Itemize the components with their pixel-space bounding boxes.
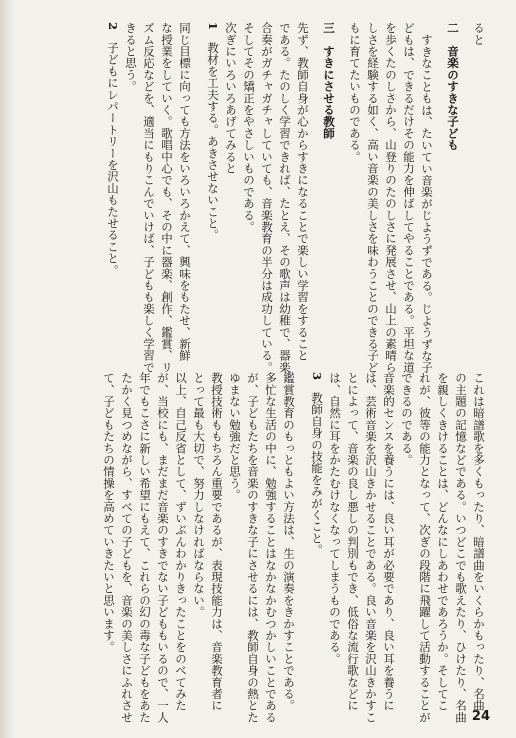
item-number: 3 xyxy=(310,372,324,381)
paragraph-line: は、自然に耳をかたむけなくなってしまうものである。 xyxy=(328,372,342,665)
paragraph-line: 音楽的センスを養うには、良い耳が必要であり、良い耳を養うに xyxy=(382,372,396,712)
paragraph-line: たかく見つめながら、すべての子どもを、音楽の美しさにふれさせ xyxy=(120,372,134,723)
paragraph-line: 教授技術ももちろん重要であるが、表現技能力は、音楽教育者に xyxy=(210,372,224,712)
item-text: 教材を工夫する。あきさせないこと。 xyxy=(206,41,220,241)
paragraph-line: ズム反応などを、適当にもりこんでいけば、子どもも楽しく学習で xyxy=(142,22,156,373)
paragraph-line: どもは、できるだけその能力を伸ばしてやることである。平坦な道 xyxy=(402,22,416,373)
paragraph-line: れが、彼等の能力となって、次ぎの段階に飛躍して活動することが xyxy=(418,372,432,723)
paragraph-line: が、当校にも、まだまだ音楽のすきでない子どももいるので、一人 xyxy=(156,372,170,723)
paragraph-line: 同じ目標に向っても方法をいろいろかえて、興味をもたせ、新鮮 xyxy=(178,22,192,362)
paragraph-line: である。たのしく学習できれば、たとえ、その歌声は幼稚で、器楽 xyxy=(278,22,292,373)
paragraph-line: て、子どもたちの情操を高めていきたいと思います。 xyxy=(102,372,116,653)
paragraph-line: 鑑賞教育のもっともよい方法は、生の演奏をきかすことである。 xyxy=(282,372,296,712)
paragraph-line: すきなこともは、たいてい音楽がじようずである。じようずな子 xyxy=(420,33,434,373)
page-number: 24 xyxy=(471,709,490,724)
paragraph-line: しさを経験する如く、高い音楽の美しさを味わうことのできる子ど xyxy=(366,22,380,373)
paragraph-line: ゆまない勉強だと思う。 xyxy=(228,372,242,501)
paragraph-line: 多忙な生活の中に、勉強することはなかなかむつかしいことである xyxy=(264,372,278,723)
section-3-heading: 三 すきにさせる教師 xyxy=(322,22,336,139)
paragraph-line: きると思う。 xyxy=(124,22,138,93)
paragraph-line: が、子どもたちを音楽のすきな子にさせるには、教師自身の熱とた xyxy=(246,372,260,723)
item-text: 教師自身の技能をみがくこと。 xyxy=(310,391,324,556)
paragraph-line: とって最も大切で、努力しなければならない。 xyxy=(192,372,206,618)
paragraph-line: できるのである。 xyxy=(400,372,414,466)
paragraph-line: は、芸術音楽を沢山きかせることである。良い音楽を沢山きかすこ xyxy=(364,372,378,723)
paragraph-line: とによって、音楽の良し悪しの判別もでき、低俗な流行歌などに xyxy=(346,372,360,712)
section-2-heading: 二 音楽のすきな子ども xyxy=(446,22,460,151)
paragraph-line: を歩くたのしさから、山登りのたのしさに発展させ、山上の素晴ら xyxy=(384,22,398,373)
carry-over-text: ると xyxy=(472,22,486,46)
list-item-1 xyxy=(204,22,222,342)
paragraph-line: もに育てたいものである。 xyxy=(348,22,362,163)
paragraph-line: これは暗譜歌を多くもったり、暗譜曲をいくらかもったり、名曲 xyxy=(472,372,486,712)
item-number: 2 xyxy=(106,22,120,31)
paragraph-line: 年でもこさに新しい希望にもえて、これらの幻の毒な子どもをあた xyxy=(138,372,152,723)
paragraph-line: を親しくきけることは、どんなにしあわせであろうか。そしてこ xyxy=(436,372,450,712)
top-text-block xyxy=(18,22,488,373)
scan-shadow xyxy=(0,0,14,738)
paragraph-line: 先ず、教師自身が心からすきになることで楽しい学習をすること xyxy=(296,22,310,362)
paragraph-line: 次ぎにいろいろあげてみると xyxy=(224,22,238,175)
paragraph-line: 合奏がガチャガチャしていても、音楽教育の半分は成功している。 xyxy=(260,22,274,373)
list-item-2 xyxy=(104,22,122,342)
paragraph-line: そしてその矯正をやさしいものである。 xyxy=(242,22,256,233)
paragraph-line: 以上、自己反省として、ずいぶんわかりきったことをのべてみた xyxy=(174,372,188,712)
paragraph-line: な授業をしていく。歌唱中心でも、その中に器楽、創作、鑑賞、リ xyxy=(160,22,174,373)
list-item-3 xyxy=(308,372,326,640)
paragraph-line: の主題の記憶などである。いつどこでも歌えたり、ひけたり、名曲 xyxy=(454,372,468,723)
item-text: 子どもにレパートリーを沢山もたせること。 xyxy=(106,41,120,276)
item-number: 1 xyxy=(206,22,220,31)
